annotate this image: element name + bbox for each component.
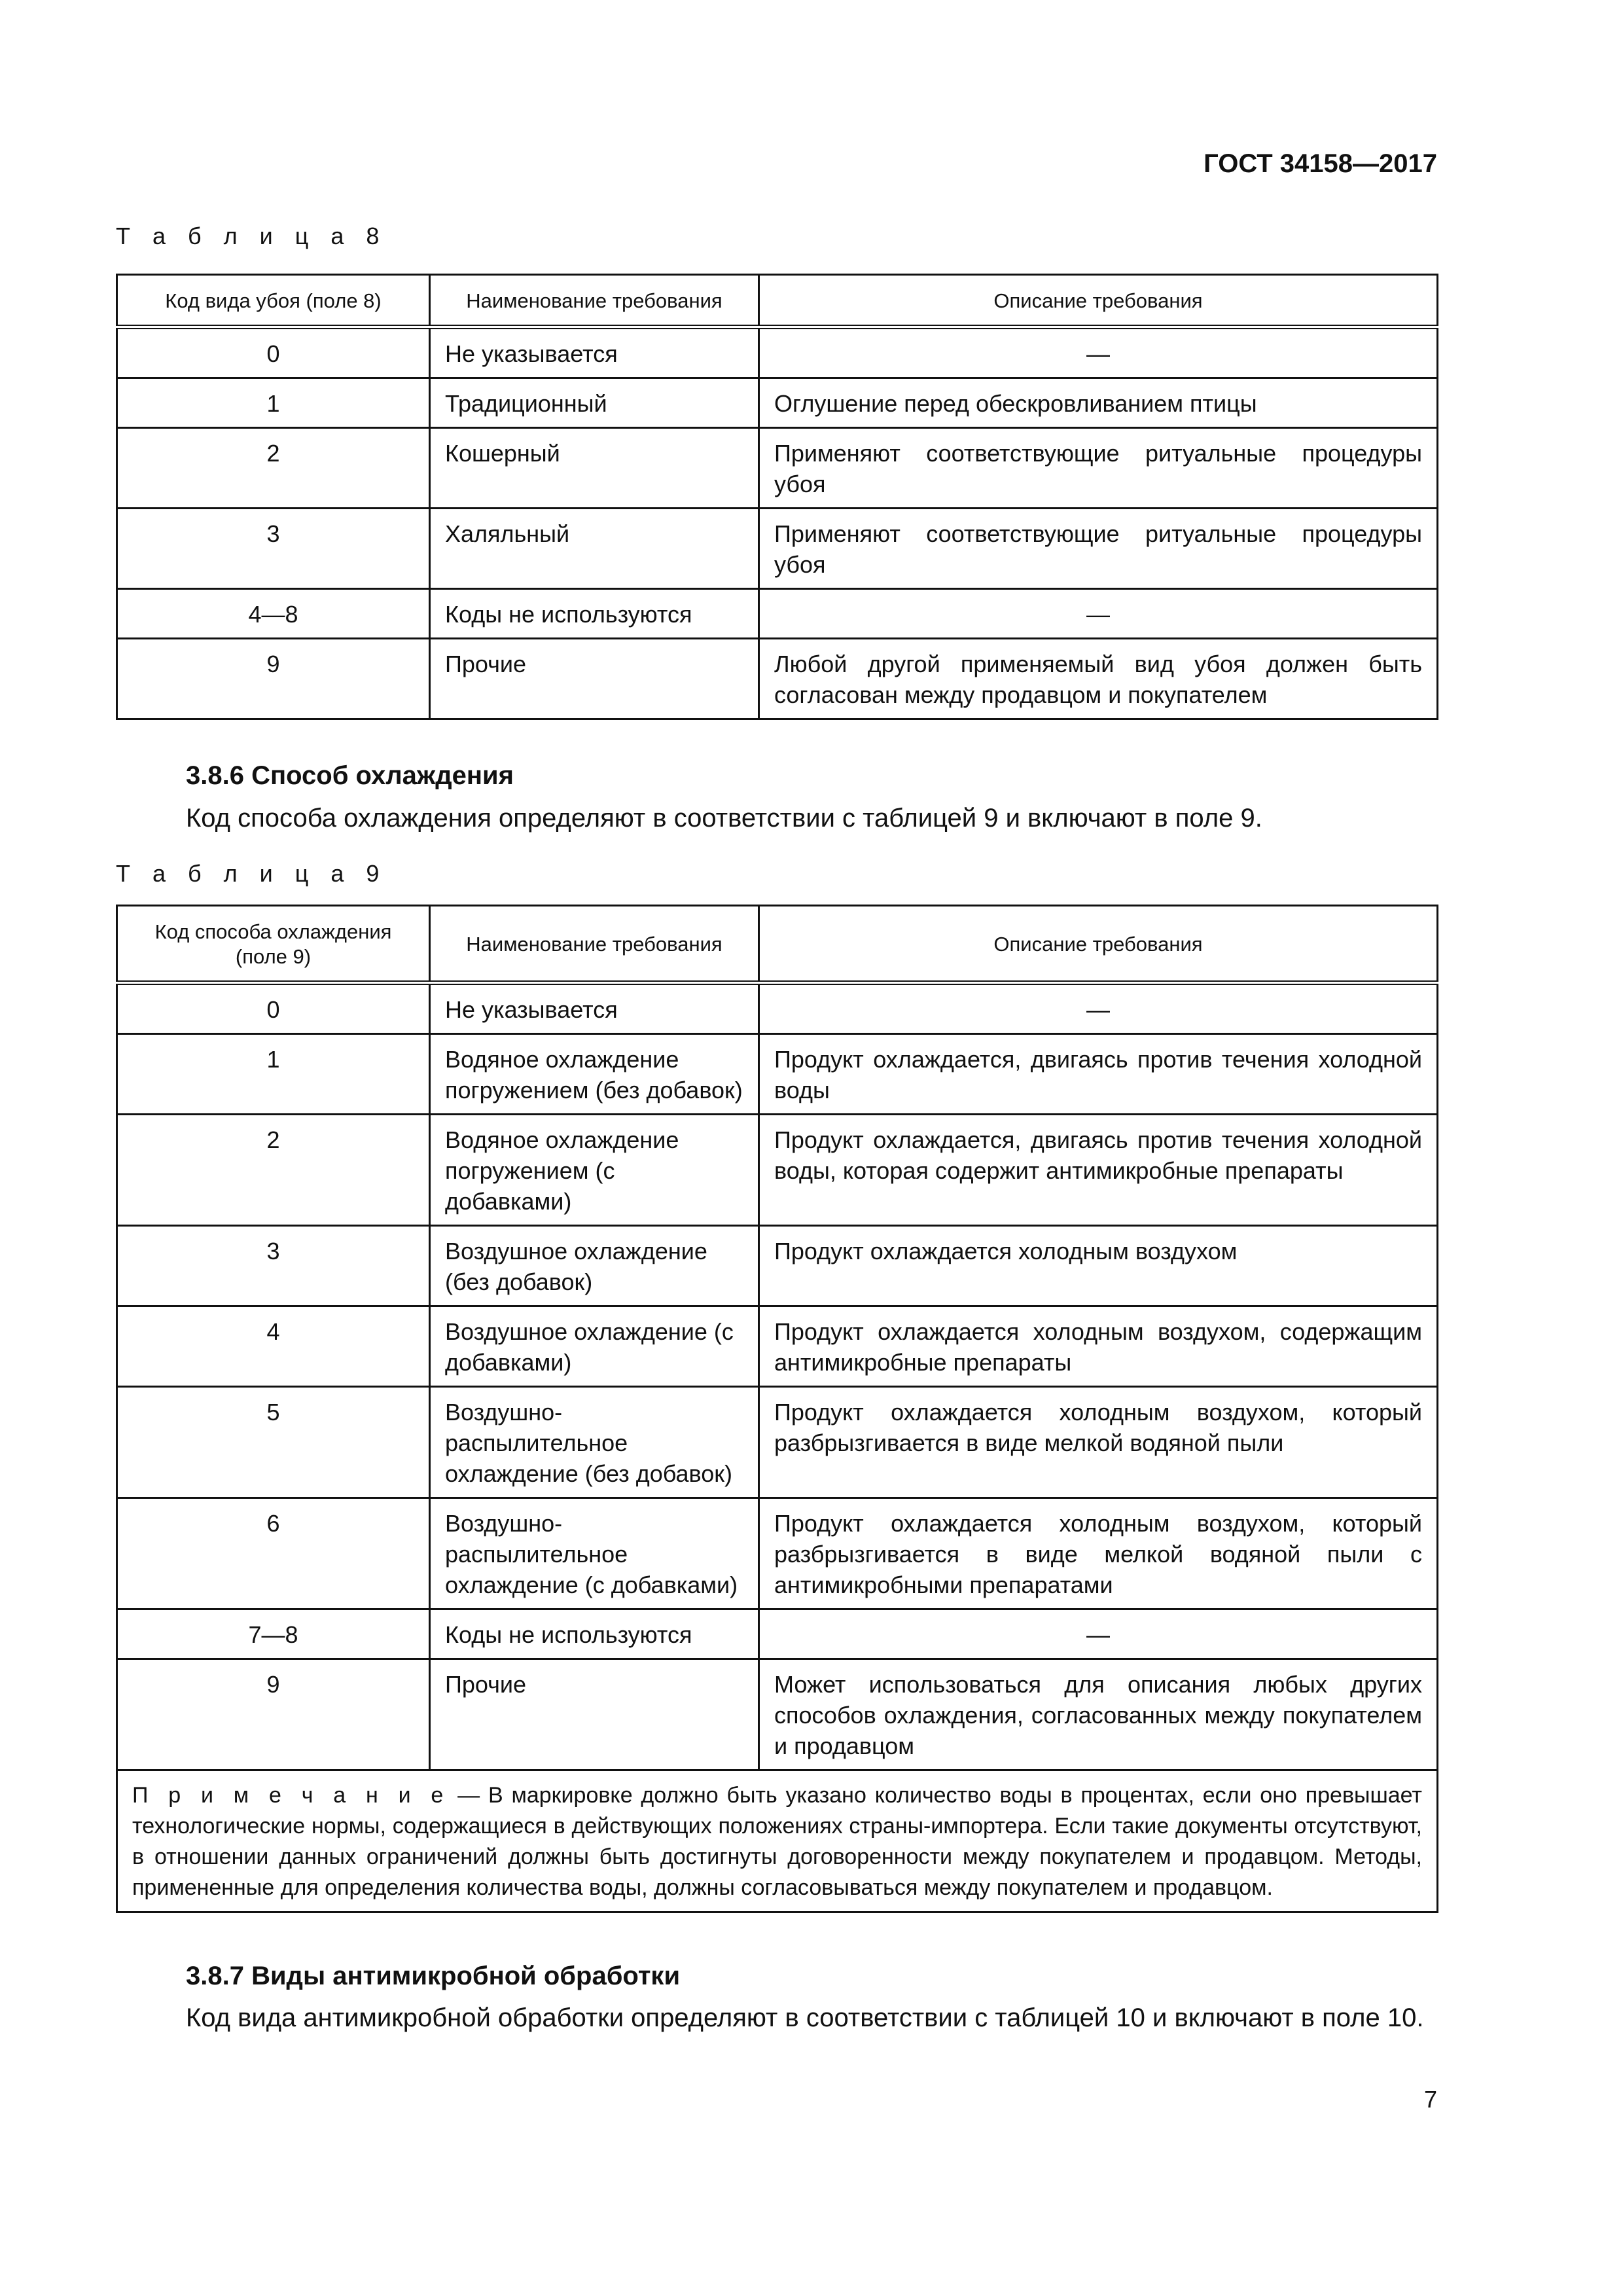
note-text: — В маркировке должно быть указано количество воды в процентах, если оно превышает технологические нормы, содержащиеся в действующих положениях страны-импортера. Если такие документы отсутствуют, в отношении данных ограничений должны быть достигнуты договоренности между покупателем и продавцом. Методы, примененные для определения количества воды, должны согласовываться между покупателем и продавцом.	[132, 1783, 1422, 1900]
section-heading-3-8-7: 3.8.7 Виды антимикробной обработки	[186, 1962, 681, 1990]
cell-code: 7—8	[117, 1609, 430, 1659]
cell-name: Не указывается	[430, 983, 759, 1034]
page-number: 7	[1423, 2086, 1437, 2113]
cell-name: Водяное охлаждение погружением (с добавками)	[430, 1115, 759, 1226]
cell-name: Прочие	[430, 1659, 759, 1770]
cell-desc: Продукт охлаждается, двигаясь против течения холодной воды	[759, 1034, 1438, 1115]
cell-name: Водяное охлаждение погружением (без добавок)	[430, 1034, 759, 1115]
table-row	[117, 1034, 1438, 1115]
table-header-row	[117, 275, 1438, 327]
cell-desc: Продукт охлаждается холодным воздухом, содержащим антимикробные препараты	[759, 1306, 1438, 1387]
cell-desc: —	[759, 589, 1438, 639]
cell-code: 4	[117, 1306, 430, 1387]
header-desc: Описание требования	[759, 906, 1438, 983]
cell-name: Халяльный	[430, 509, 759, 589]
cell-desc: Применяют соответствующие ритуальные процедуры убоя	[759, 509, 1438, 589]
section-heading-3-8-6: 3.8.6 Способ охлаждения	[186, 761, 514, 790]
table-row	[117, 639, 1438, 719]
cell-name: Кошерный	[430, 428, 759, 509]
cell-code: 6	[117, 1498, 430, 1609]
table-row	[117, 428, 1438, 509]
table-row	[117, 1306, 1438, 1387]
cell-name: Коды не используются	[430, 1609, 759, 1659]
cell-desc: —	[759, 327, 1438, 378]
note-label: П р и м е ч а н и е	[132, 1783, 450, 1808]
table-note	[117, 1770, 1438, 1912]
section-3-8-7-text: Код вида антимикробной обработки определяют в соответствии с таблицей 10 и включают в поле 10.	[186, 2003, 1424, 2032]
document-id: ГОСТ 34158—2017	[1204, 149, 1437, 178]
cell-code: 9	[117, 1659, 430, 1770]
cell-code: 1	[117, 1034, 430, 1115]
table-row	[117, 589, 1438, 639]
cell-name: Не указывается	[430, 327, 759, 378]
cell-code: 2	[117, 428, 430, 509]
cell-desc: Продукт охлаждается холодным воздухом, который разбрызгивается в виде мелкой водяной пыли с антимикробными препаратами	[759, 1498, 1438, 1609]
cell-desc: —	[759, 1609, 1438, 1659]
table-row	[117, 378, 1438, 428]
table-row	[117, 1387, 1438, 1498]
cell-code: 0	[117, 983, 430, 1034]
cell-code: 4—8	[117, 589, 430, 639]
cell-desc: Продукт охлаждается холодным воздухом, который разбрызгивается в виде мелкой водяной пыли	[759, 1387, 1438, 1498]
table-row	[117, 1609, 1438, 1659]
cell-desc: Применяют соответствующие ритуальные процедуры убоя	[759, 428, 1438, 509]
table-9-caption: Т а б л и ц а 9	[116, 860, 387, 887]
cell-code: 3	[117, 1226, 430, 1306]
cell-desc: Любой другой применяемый вид убоя должен быть согласован между продавцом и покупателем	[759, 639, 1438, 719]
header-code: Код вида убоя (поле 8)	[117, 275, 430, 327]
cell-desc: —	[759, 983, 1438, 1034]
cell-name: Традиционный	[430, 378, 759, 428]
table-9	[116, 905, 1438, 1913]
cell-name: Коды не используются	[430, 589, 759, 639]
table-8-caption: Т а б л и ц а 8	[116, 223, 387, 249]
header-name: Наименование требования	[430, 906, 759, 983]
table-row	[117, 1498, 1438, 1609]
table-note-row	[117, 1770, 1438, 1912]
table-row	[117, 983, 1438, 1034]
table-row	[117, 1659, 1438, 1770]
cell-code: 2	[117, 1115, 430, 1226]
table-row	[117, 1226, 1438, 1306]
table-row	[117, 327, 1438, 378]
cell-name: Воздушно-распылительное охлаждение (с добавками)	[430, 1498, 759, 1609]
cell-name: Воздушно-распылительное охлаждение (без добавок)	[430, 1387, 759, 1498]
cell-code: 3	[117, 509, 430, 589]
cell-name: Прочие	[430, 639, 759, 719]
header-code: Код способа охлаждения (поле 9)	[117, 906, 430, 983]
header-name: Наименование требования	[430, 275, 759, 327]
table-row	[117, 1115, 1438, 1226]
cell-code: 9	[117, 639, 430, 719]
cell-desc: Продукт охлаждается холодным воздухом	[759, 1226, 1438, 1306]
cell-code: 1	[117, 378, 430, 428]
table-row	[117, 509, 1438, 589]
cell-name: Воздушное охлаждение (без добавок)	[430, 1226, 759, 1306]
cell-name: Воздушное охлаждение (с добавками)	[430, 1306, 759, 1387]
cell-code: 0	[117, 327, 430, 378]
header-desc: Описание требования	[759, 275, 1438, 327]
table-8	[116, 274, 1438, 720]
section-3-8-6-text: Код способа охлаждения определяют в соответствии с таблицей 9 и включают в поле 9.	[186, 804, 1262, 833]
cell-desc: Продукт охлаждается, двигаясь против течения холодной воды, которая содержит антимикробные препараты	[759, 1115, 1438, 1226]
cell-code: 5	[117, 1387, 430, 1498]
table-header-row	[117, 906, 1438, 983]
cell-desc: Может использоваться для описания любых других способов охлаждения, согласованных между покупателем и продавцом	[759, 1659, 1438, 1770]
cell-desc: Оглушение перед обескровливанием птицы	[759, 378, 1438, 428]
